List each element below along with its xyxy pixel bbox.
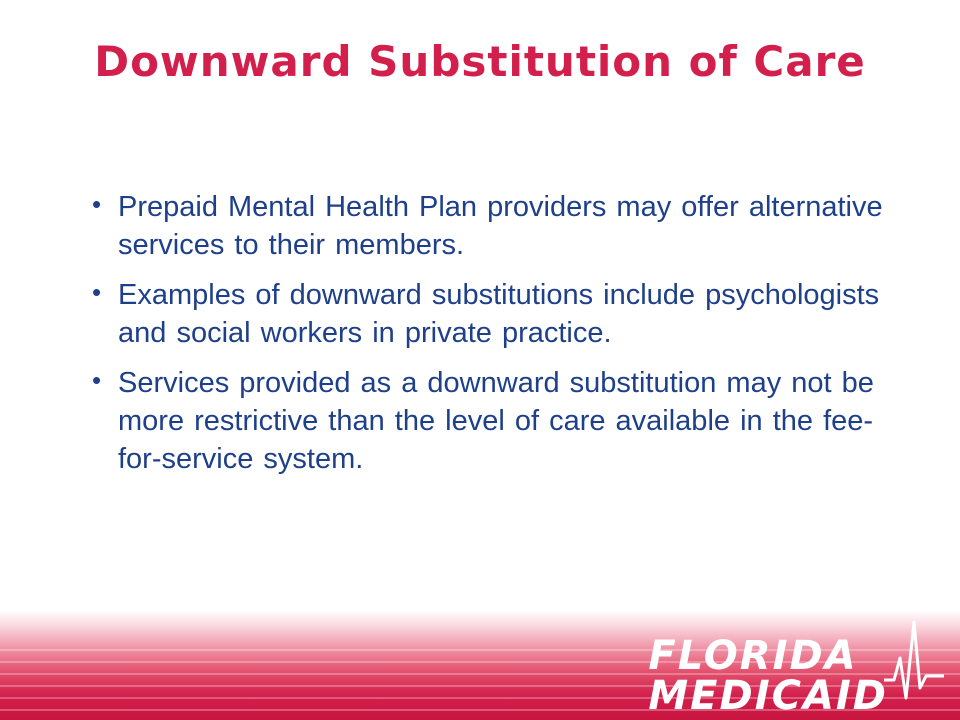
bullet-dot-icon: • (92, 189, 102, 219)
bullet-dot-icon: • (92, 365, 102, 395)
bullet-dot-icon: • (92, 277, 102, 307)
slide-title: Downward Substitution of Care (94, 37, 866, 86)
bullet-item (88, 276, 888, 352)
bullet-text: Prepaid Mental Health Plan providers may offer alternative services to their members. (118, 191, 883, 261)
logo-line-medicaid: MEDICAID (648, 673, 888, 719)
heartbeat-icon (884, 618, 944, 718)
logo-line-florida: FLORIDA (648, 633, 858, 679)
bullet-text: Services provided as a downward substitution may not be more restrictive than the level of care available in the fee-for-service system. (118, 367, 874, 475)
florida-medicaid-logo (648, 633, 888, 719)
bullet-item (88, 188, 888, 264)
bullet-list (88, 188, 888, 490)
bullet-text: Examples of downward substitutions include psychologists and social workers in private practice. (118, 279, 880, 349)
bullet-item (88, 364, 888, 478)
